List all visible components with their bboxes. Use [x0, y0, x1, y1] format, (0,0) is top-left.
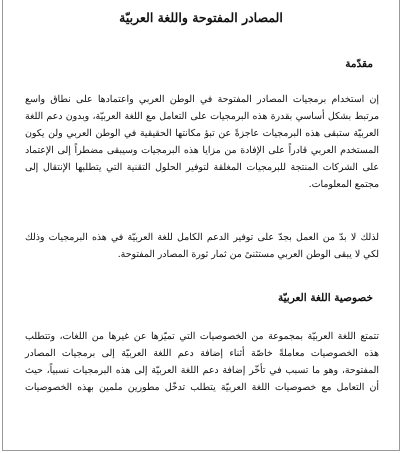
text-line: المفتوحة، وهو ما تسبب في تأخّر إضافة دعم اللغة العربيّة إلى هذه البرمجيات نسبياً، حيث: [25, 365, 379, 376]
section-heading-introduction: مقدّمة: [345, 58, 373, 70]
specifics-paragraph-1: [25, 328, 379, 396]
text-line: لذلك لا بدّ من العمل بجدّ على توفير الدعم الكامل للغة العربيّة في هذه البرمجيات وذلك: [25, 232, 379, 243]
text-line: هذه الخصوصيات معاملةً خاصّة أثناء إضافة دعم اللغة العربيّة إلى برمجيات المصادر: [25, 348, 379, 359]
document-page: [2, 0, 400, 451]
text-line: مرتبط بشكل أساسي بقدرة هذه البرمجيات على التعامل مع اللغة العربيّة، وبدون دعم اللغة: [25, 111, 379, 122]
document-title: المصادر المفتوحة واللغة العربيّة: [119, 10, 283, 25]
text-line: على الشركات المنتجة للبرمجيات المغلقة لتوفير الحلول التقنية التي يتطلبها الإنتقال إلى: [25, 162, 379, 173]
text-line: مجتمع المعلومات.: [308, 179, 379, 190]
text-line: إن استخدام برمجيات المصادر المفتوحة في الوطن العربي واعتمادها على نطاق واسع: [25, 94, 379, 105]
text-line: المستخدم العربي قادراً على الإفادة من مزايا هذه البرمجيات وسيبقى مضطراً إلى الإعتماد: [25, 145, 379, 156]
intro-paragraph-1: [25, 91, 379, 193]
text-line: تتمتع اللغة العربيّة بمجموعة من الخصوصيات التي تميّزها عن غيرها من اللغات، وتتطلب: [25, 331, 379, 342]
intro-paragraph-2: [25, 229, 379, 263]
section-heading-arabic-specifics: خصوصية اللغة العربيّة: [277, 292, 373, 304]
text-line: أن التعامل مع خصوصيات اللغة العربيّة يتطلب تدخّل مطورين ملمين بهذه الخصوصيات: [25, 382, 379, 393]
text-line: لكي لا يبقى الوطن العربي مستثنىً من ثمار ثورة المصادر المفتوحة.: [117, 249, 379, 260]
text-line: العربيّة ستبقى هذه البرمجيات عاجزةً عن تبؤ مكانتها الحقيقية في الوطن العربي ولن يكون: [25, 128, 379, 139]
